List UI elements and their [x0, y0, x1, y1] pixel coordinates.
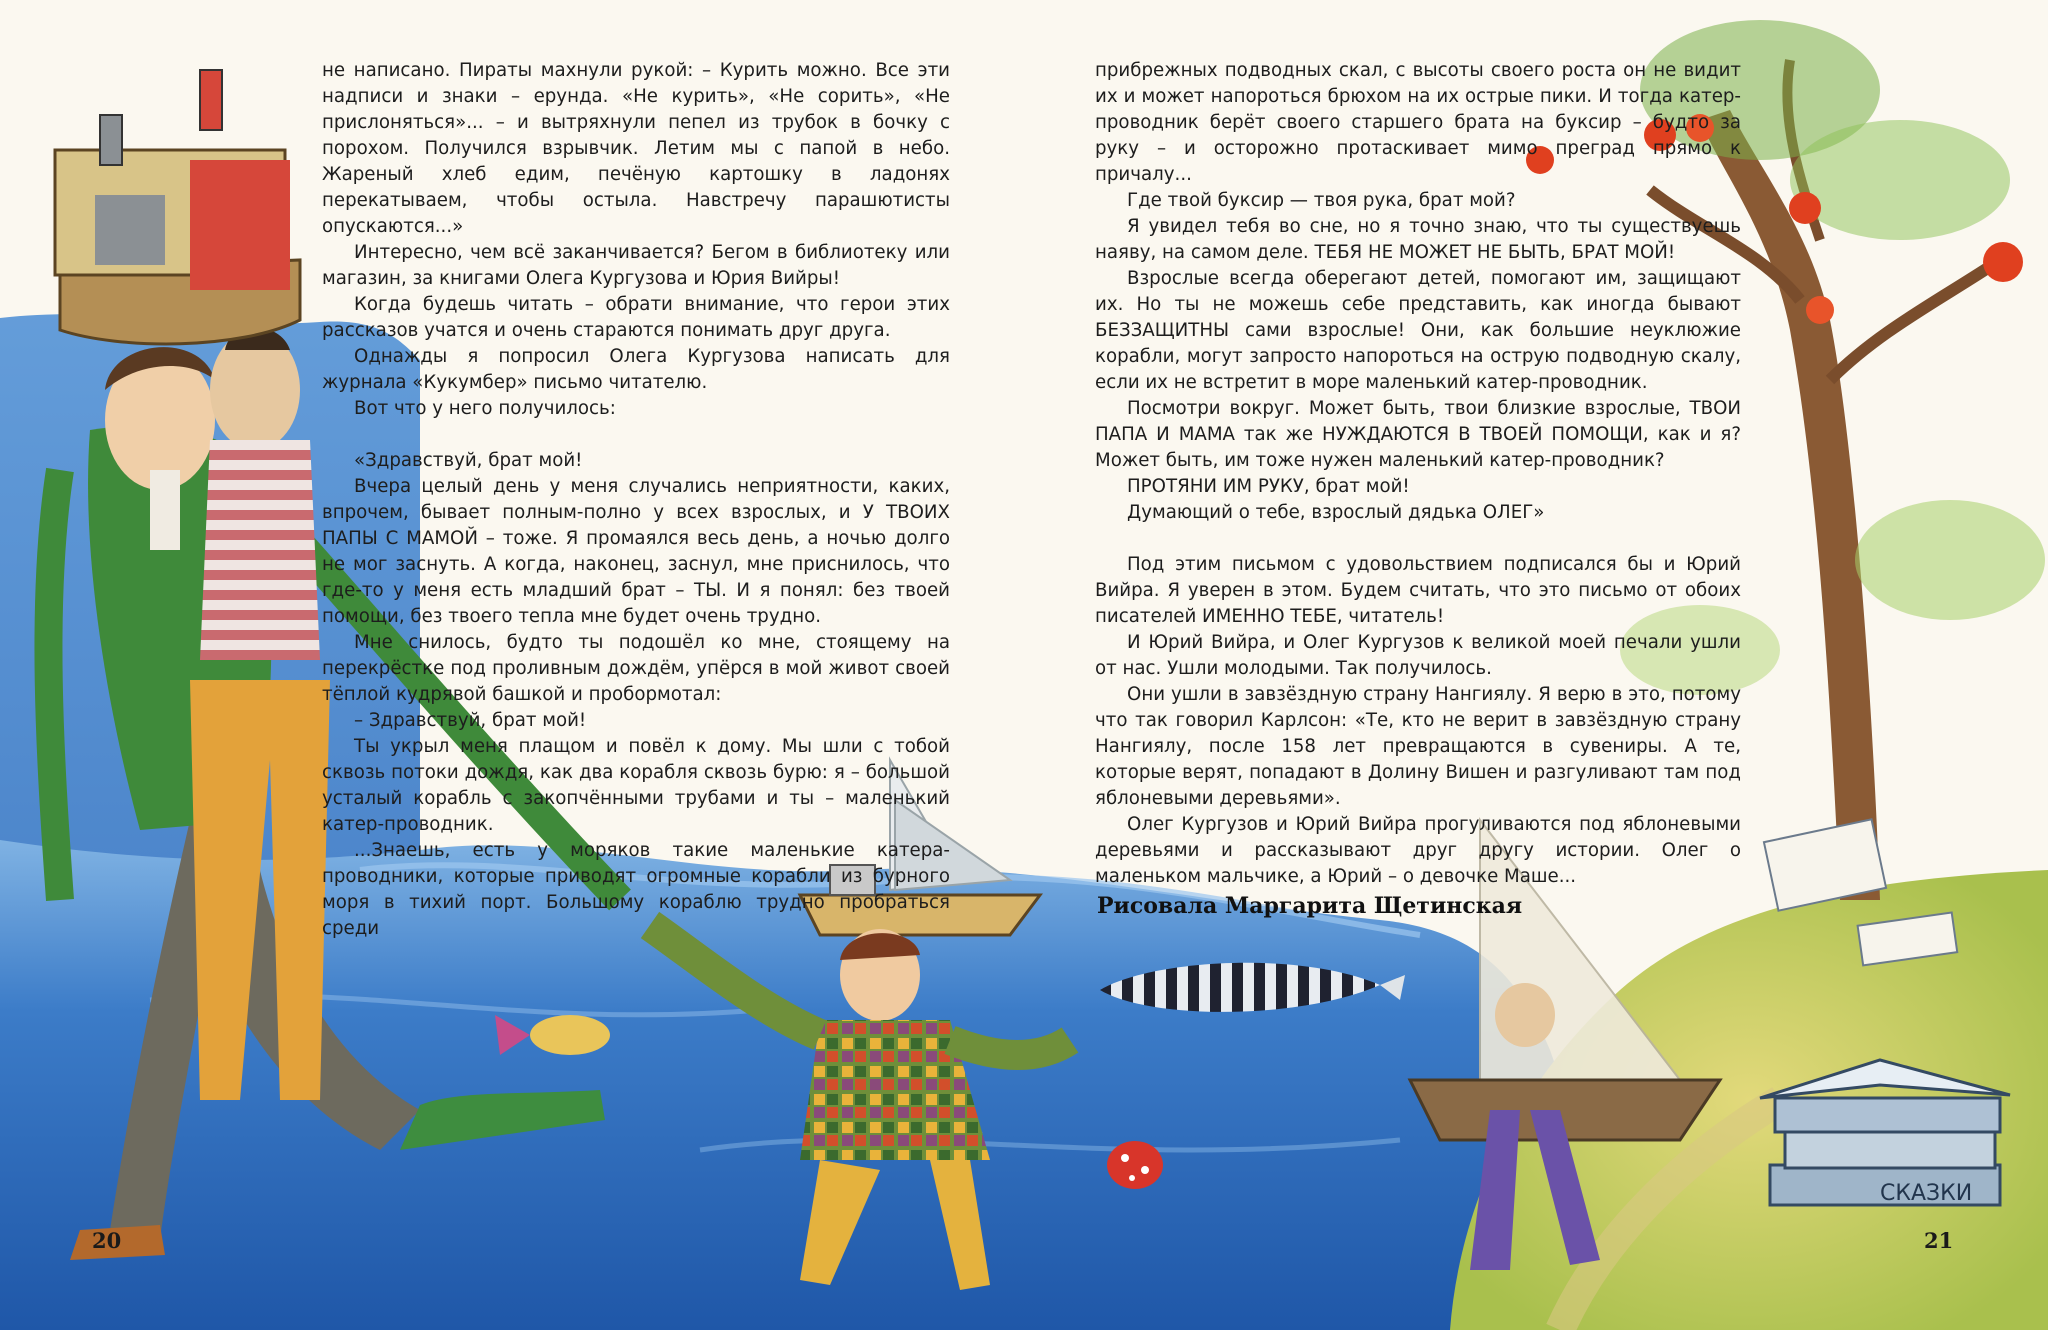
page-number-right: 21 — [1924, 1228, 1954, 1253]
left-paragraph: Мне снилось, будто ты подошёл ко мне, стоящему на перекрёстке под проливным дождём, упёрся в мой живот своей тёплой кудрявой башкой и пробормотал: — [322, 632, 950, 705]
left-paragraph: Однажды я попросил Олега Кургузова написать для журнала «Кукумбер» письмо читателю. — [322, 346, 950, 393]
left-paragraph: «Здравствуй, брат мой! — [354, 450, 583, 471]
right-paragraph: Я увидел тебя во сне, но я точно знаю, что ты существуешь наяву, на самом деле. ТЕБЯ НЕ МОЖЕТ НЕ БЫТЬ, БРАТ МОЙ! — [1095, 216, 1741, 263]
left-paragraph: Когда будешь читать – обрати внимание, что герои этих рассказов учатся и очень стараются понимать друг друга. — [322, 294, 950, 341]
right-page-text — [1095, 58, 1741, 890]
right-paragraph: Под этим письмом с удовольствием подписался бы и Юрий Вийра. Я уверен в этом. Будем считать, что это письмо от обоих писателей ИМЕННО ТЕБЕ, читатель! — [1095, 554, 1741, 627]
left-page-text — [322, 58, 950, 942]
ladybug — [1107, 1141, 1163, 1189]
right-paragraph: Думающий о тебе, взрослый дядька ОЛЕГ» — [1127, 502, 1545, 523]
right-paragraph: Где твой буксир — твоя рука, брат мой? — [1127, 190, 1516, 211]
book-label: СКАЗКИ — [1880, 1181, 1973, 1206]
page-number-left: 20 — [92, 1228, 122, 1253]
left-paragraph: Интересно, чем всё заканчивается? Бегом в библиотеку или магазин, за книгами Олега Кургузова и Юрия Вийры! — [322, 242, 950, 289]
right-paragraph: ПРОТЯНИ ИМ РУКУ, брат мой! — [1127, 476, 1410, 497]
left-paragraph: Ты укрыл меня плащом и повёл к дому. Мы шли с тобой сквозь потоки дождя, как два корабля сквозь бурю: я – большой усталый корабль с закопчёнными трубами и ты – маленький катер-проводник. — [322, 736, 950, 835]
right-paragraph: Взрослые всегда оберегают детей, помогают им, защищают их. Но ты не можешь себе представить, как иногда бывают БЕЗЗАЩИТНЫ сами взрослые! Они, как большие неуклюжие корабли, могут запросто напороться на острую подводную скалу, если их не встретит в море маленький катер-проводник. — [1095, 268, 1741, 393]
right-paragraph: Они ушли в завзёздную страну Нангиялу. Я верю в это, потому что так говорил Карлсон: «Те, кто не верит в завзёздную страну Нангиялу, после 158 лет превращаются в сувениры. А те, которые верят, попадают в Долину Вишен и разгуливают там под яблоневыми деревьями». — [1095, 684, 1741, 809]
ship-on-head — [55, 70, 300, 344]
right-paragraph: Олег Кургузов и Юрий Вийра прогуливаются под яблоневыми деревьями и рассказывают друг другу истории. Олег о маленьком мальчике, а Юрий – о девочке Маше... — [1095, 814, 1741, 887]
right-paragraph: И Юрий Вийра, и Олег Кургузов к великой моей печали ушли от нас. Ушли молодыми. Так получилось. — [1095, 632, 1741, 679]
left-paragraph: ...Знаешь, есть у моряков такие маленькие катера-проводники, которые приводят огромные корабли из бурного моря в тихий порт. Большому кораблю трудно пробраться среди — [322, 840, 950, 939]
illustrator-credit: Рисовала Маргарита Щетинская — [1097, 893, 1523, 919]
left-paragraph: не написано. Пираты махнули рукой: – Курить можно. Все эти надписи и знаки – ерунда. «Не курить», «Не сорить», «Не прислоняться»... – и вытряхнули пепел из трубок в бочку с порохом. Получился взрывчик. Летим мы с папой в небо. Жареный хлеб едим, печёную картошку в ладонях перекатываем, чтобы остыла. Навстречу парашютисты опускаются...» — [322, 60, 950, 237]
right-paragraph: Посмотри вокруг. Может быть, твои близкие взрослые, ТВОИ ПАПА И МАМА так же НУЖДАЮТСЯ В ТВОЕЙ ПОМОЩИ, как и я? Может быть, им тоже нужен маленький катер-проводник? — [1095, 398, 1741, 471]
left-paragraph: Вот что у него получилось: — [354, 398, 616, 419]
left-paragraph: – Здравствуй, брат мой! — [354, 710, 587, 731]
right-paragraph: прибрежных подводных скал, с высоты своего роста он не видит их и может напороться брюхом на их острые пики. И тогда катер-проводник берёт своего старшего брата на буксир – будто за руку – и осторожно протаскивает мимо преград прямо к причалу... — [1095, 60, 1741, 185]
left-paragraph: Вчера целый день у меня случались неприятности, каких, впрочем, бывает полным-полно у всех взрослых, и У ТВОИХ ПАПЫ С МАМОЙ – тоже. Я промаялся весь день, а ночью долго не мог заснуть. А когда, наконец, заснул, мне приснилось, что где-то у меня есть младший брат – ТЫ. И я понял: без твоей помощи, без твоего тепла мне будет очень трудно. — [322, 476, 950, 627]
